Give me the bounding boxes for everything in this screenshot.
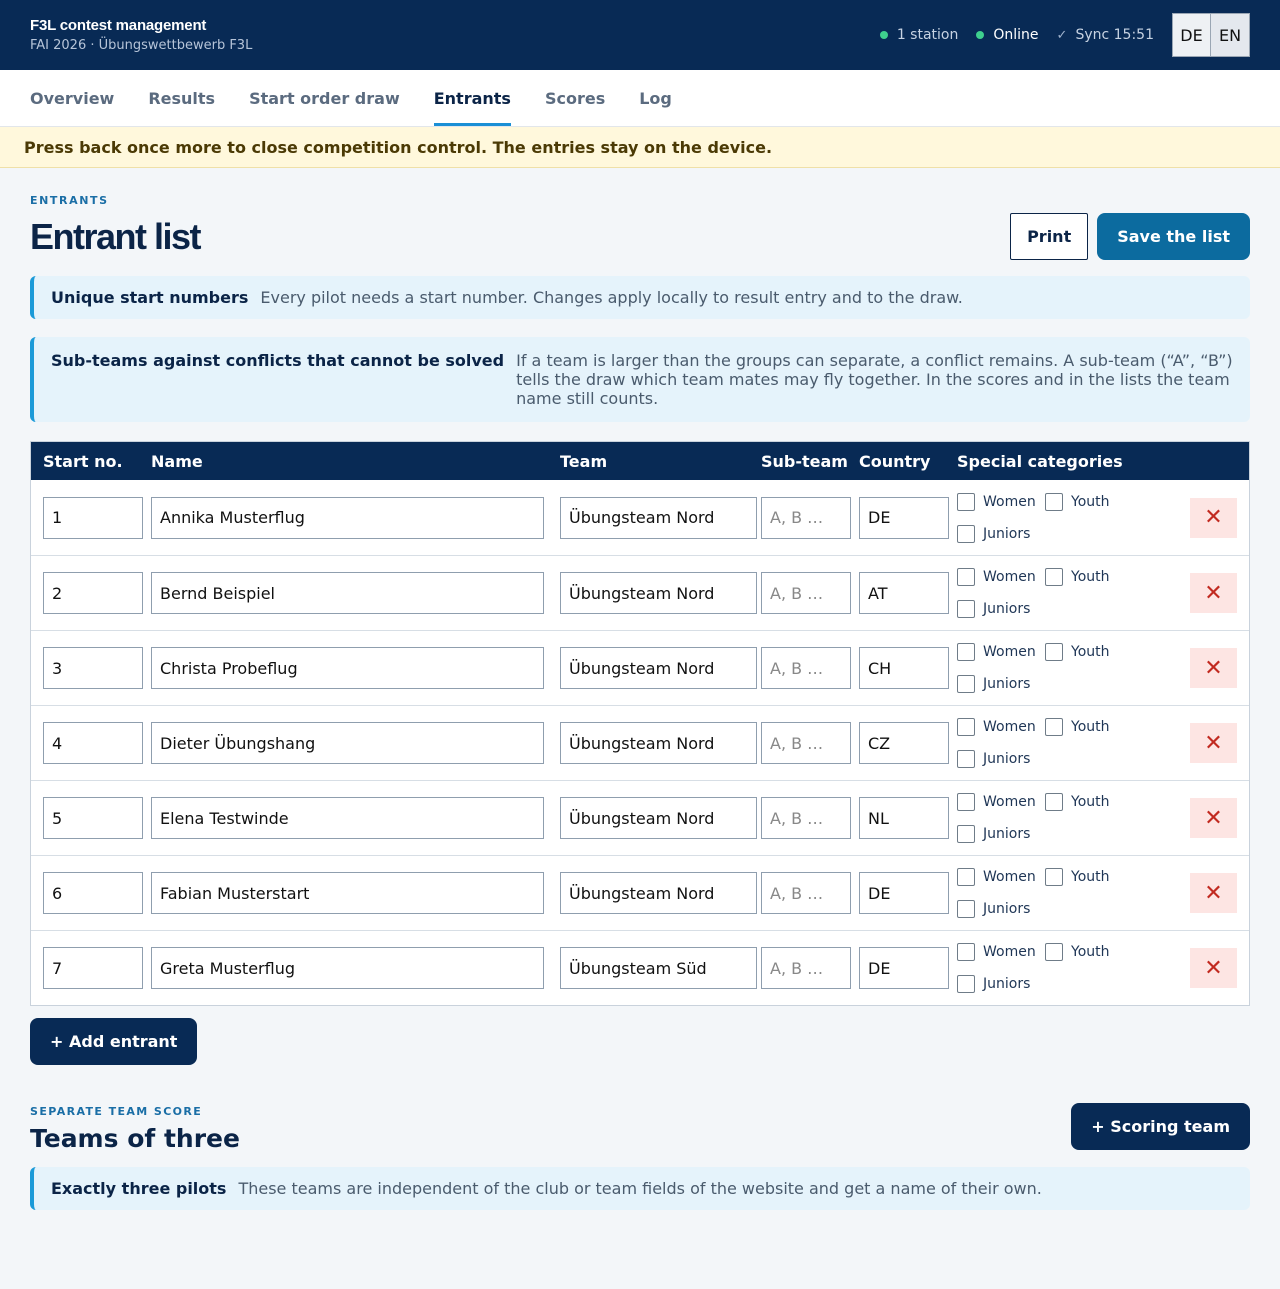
info-start-numbers (30, 276, 1250, 319)
start-number-input[interactable]: 1 (43, 497, 143, 539)
info-teams-of-three (30, 1167, 1250, 1210)
table-row (31, 480, 1249, 555)
women-label: Women (983, 794, 1036, 810)
checkbox-box[interactable] (1045, 568, 1063, 586)
team-input[interactable]: Übungsteam Nord (560, 722, 757, 764)
competition-subtitle: FAI 2026 · Übungswettbewerb F3L (30, 38, 253, 53)
info-text: If a team is larger than the groups can separate, a conflict remains. A sub-team (“A”, “B”) tells the draw which team mates may fly together. In the scores and in the lists the team name still counts. (516, 351, 1233, 408)
table-row (31, 855, 1249, 930)
team-input[interactable]: Übungsteam Nord (560, 872, 757, 914)
sub-team-cell (753, 797, 851, 839)
country-input[interactable]: DE (859, 872, 949, 914)
table-row (31, 630, 1249, 705)
table-header (31, 442, 1249, 480)
info-text: These teams are independent of the club or team fields of the website and get a name of their own. (238, 1179, 1042, 1198)
juniors-label: Juniors (983, 826, 1031, 842)
sub-team-cell (753, 947, 851, 989)
start-cell (31, 947, 139, 989)
online-label: Online (993, 27, 1039, 43)
close-icon: ✕ (1204, 805, 1223, 831)
app-title: F3L contest management (30, 17, 207, 34)
youth-label: Youth (1071, 493, 1110, 510)
brand (30, 17, 252, 53)
start-number-input[interactable]: 2 (43, 572, 143, 614)
sub-team-input[interactable]: A, B … (761, 647, 851, 689)
teams-title: Teams of three (30, 1124, 240, 1153)
team-cell (548, 947, 753, 989)
start-cell (31, 872, 139, 914)
station-status (880, 27, 959, 43)
juniors-checkbox[interactable] (957, 675, 1045, 693)
delete-entrant-button[interactable] (1190, 798, 1237, 838)
col-special-categories: Special categories (957, 451, 1123, 471)
delete-cell (1179, 873, 1249, 913)
youth-label: Youth (1071, 794, 1110, 810)
add-entrant-button[interactable]: + Add entrant (30, 1018, 197, 1065)
youth-checkbox[interactable] (1045, 793, 1145, 811)
special-categories-cell (949, 943, 1179, 993)
table-row (31, 930, 1249, 1005)
delete-entrant-button[interactable] (1190, 573, 1237, 613)
country-cell (851, 797, 949, 839)
col-name: Name (151, 451, 203, 471)
save-list-button[interactable]: Save the list (1097, 213, 1250, 260)
add-scoring-team-button[interactable]: + Scoring team (1071, 1103, 1250, 1150)
station-count: 1 station (896, 27, 959, 43)
sub-team-cell (753, 572, 851, 614)
entrant-table (30, 441, 1250, 1006)
special-categories (957, 943, 1179, 993)
tab-scores[interactable]: Scores (544, 88, 606, 108)
checkbox-box[interactable] (957, 900, 975, 918)
tab-overview[interactable]: Overview (30, 88, 115, 108)
tab-entrants[interactable]: Entrants (434, 70, 511, 126)
start-cell (31, 722, 139, 764)
country-cell (851, 647, 949, 689)
name-input[interactable]: Christa Probeflug (151, 647, 544, 689)
delete-cell (1179, 498, 1249, 538)
sub-team-input[interactable]: A, B … (761, 572, 851, 614)
checkbox-box[interactable] (1045, 718, 1063, 736)
start-number-input[interactable]: 7 (43, 947, 143, 989)
youth-checkbox[interactable] (1045, 868, 1145, 886)
start-number-input[interactable]: 4 (43, 722, 143, 764)
page-title: Entrant list (30, 215, 201, 257)
team-cell (548, 572, 753, 614)
table-row (31, 705, 1249, 780)
name-cell (139, 722, 548, 764)
special-categories (957, 568, 1179, 618)
sub-team-cell (753, 872, 851, 914)
youth-checkbox[interactable] (1045, 943, 1145, 961)
special-categories (957, 493, 1179, 543)
sub-team-input[interactable]: A, B … (761, 947, 851, 989)
info-title: Unique start numbers (51, 288, 249, 307)
name-cell (139, 947, 548, 989)
teams-eyebrow: SEPARATE TEAM SCORE (30, 1105, 203, 1118)
checkbox-box[interactable] (957, 868, 975, 886)
juniors-checkbox[interactable] (957, 525, 1045, 543)
table-row (31, 780, 1249, 855)
name-cell (139, 497, 548, 539)
print-button[interactable]: Print (1010, 213, 1088, 260)
checkbox-box[interactable] (1045, 493, 1063, 511)
back-notice: Press back once more to close competition control. The entries stay on the device. (0, 127, 1280, 168)
country-input[interactable]: DE (859, 947, 949, 989)
table-row (31, 555, 1249, 630)
country-input[interactable]: CH (859, 647, 949, 689)
special-categories (957, 868, 1179, 918)
youth-checkbox[interactable] (1045, 493, 1145, 511)
name-input[interactable]: Greta Musterflug (151, 947, 544, 989)
country-input[interactable]: NL (859, 797, 949, 839)
sub-team-cell (753, 722, 851, 764)
team-input[interactable]: Übungsteam Nord (560, 497, 757, 539)
col-sub-team: Sub-team (761, 451, 848, 471)
team-cell (548, 647, 753, 689)
sub-team-cell (753, 497, 851, 539)
close-icon: ✕ (1204, 880, 1223, 906)
close-icon: ✕ (1204, 730, 1223, 756)
sub-team-cell (753, 647, 851, 689)
sub-team-input[interactable]: A, B … (761, 872, 851, 914)
main-content (0, 194, 1280, 1210)
tab-start-order-draw[interactable]: Start order draw (249, 88, 400, 108)
team-cell (548, 797, 753, 839)
country-cell (851, 572, 949, 614)
delete-entrant-button[interactable] (1190, 498, 1237, 538)
checkbox-box[interactable] (957, 975, 975, 993)
delete-cell (1179, 573, 1249, 613)
language-switcher (1172, 13, 1250, 57)
youth-label: Youth (1071, 644, 1110, 660)
youth-checkbox[interactable] (1045, 718, 1145, 736)
delete-cell (1179, 648, 1249, 688)
checkbox-box[interactable] (1045, 643, 1063, 661)
info-sub-teams (30, 337, 1250, 422)
checkbox-box[interactable] (1045, 868, 1063, 886)
sync-label: Sync 15:51 (1075, 27, 1154, 43)
delete-cell (1179, 723, 1249, 763)
team-input[interactable]: Übungsteam Nord (560, 647, 757, 689)
main-tabs (0, 70, 1280, 127)
country-cell (851, 872, 949, 914)
country-input[interactable]: CZ (859, 722, 949, 764)
juniors-label: Juniors (983, 976, 1031, 992)
special-categories-cell (949, 643, 1179, 693)
title-row (30, 213, 1250, 260)
start-cell (31, 572, 139, 614)
team-cell (548, 497, 753, 539)
name-cell (139, 572, 548, 614)
women-checkbox[interactable] (957, 868, 1045, 886)
page-eyebrow: ENTRANTS (30, 194, 109, 207)
women-checkbox[interactable] (957, 493, 1045, 511)
lang-de-button[interactable]: DE (1172, 13, 1211, 57)
checkbox-box[interactable] (957, 643, 975, 661)
status-bar (880, 13, 1250, 57)
delete-entrant-button[interactable] (1190, 948, 1237, 988)
special-categories-cell (949, 568, 1179, 618)
name-cell (139, 797, 548, 839)
team-cell (548, 872, 753, 914)
name-input[interactable]: Fabian Musterstart (151, 872, 544, 914)
sub-team-input[interactable]: A, B … (761, 497, 851, 539)
sub-team-input[interactable]: A, B … (761, 797, 851, 839)
start-number-input[interactable]: 5 (43, 797, 143, 839)
juniors-checkbox[interactable] (957, 750, 1045, 768)
teams-heading (30, 1105, 240, 1153)
check-icon: ✓ (1056, 27, 1068, 43)
delete-cell (1179, 798, 1249, 838)
delete-cell (1179, 948, 1249, 988)
checkbox-box[interactable] (1045, 793, 1063, 811)
checkbox-box[interactable] (957, 568, 975, 586)
info-title: Exactly three pilots (51, 1179, 227, 1198)
juniors-label: Juniors (983, 525, 1031, 542)
start-number-input[interactable]: 3 (43, 647, 143, 689)
youth-label: Youth (1071, 944, 1110, 960)
start-cell (31, 647, 139, 689)
youth-checkbox[interactable] (1045, 568, 1145, 586)
women-label: Women (983, 869, 1036, 885)
women-checkbox[interactable] (957, 943, 1045, 961)
close-icon: ✕ (1204, 655, 1223, 681)
close-icon: ✕ (1204, 955, 1223, 981)
team-cell (548, 722, 753, 764)
close-icon: ✕ (1204, 580, 1223, 606)
app-header (0, 0, 1280, 70)
checkbox-box[interactable] (957, 750, 975, 768)
start-cell (31, 497, 139, 539)
country-cell (851, 722, 949, 764)
juniors-checkbox[interactable] (957, 900, 1045, 918)
special-categories-cell (949, 793, 1179, 843)
juniors-label: Juniors (983, 751, 1031, 767)
name-cell (139, 647, 548, 689)
youth-checkbox[interactable] (1045, 643, 1145, 661)
juniors-checkbox[interactable] (957, 975, 1045, 993)
name-input[interactable]: Bernd Beispiel (151, 572, 544, 614)
women-checkbox[interactable] (957, 718, 1045, 736)
team-input[interactable]: Übungsteam Nord (560, 572, 757, 614)
info-title: Sub-teams against conflicts that cannot be solved (51, 351, 505, 370)
country-cell (851, 947, 949, 989)
sub-team-input[interactable]: A, B … (761, 722, 851, 764)
lang-en-button[interactable]: EN (1211, 13, 1250, 57)
special-categories-cell (949, 868, 1179, 918)
checkbox-box[interactable] (957, 718, 975, 736)
checkbox-box[interactable] (957, 600, 975, 618)
women-checkbox[interactable] (957, 793, 1045, 811)
status-dot-icon (880, 31, 888, 39)
women-label: Women (983, 569, 1036, 585)
youth-label: Youth (1071, 719, 1110, 735)
country-input[interactable]: AT (859, 572, 949, 614)
women-label: Women (983, 719, 1036, 735)
checkbox-box[interactable] (957, 943, 975, 961)
start-cell (31, 797, 139, 839)
name-input[interactable]: Annika Musterflug (151, 497, 544, 539)
col-country: Country (859, 451, 931, 471)
close-icon: ✕ (1204, 505, 1223, 530)
delete-entrant-button[interactable] (1190, 648, 1237, 688)
special-categories (957, 718, 1179, 768)
name-input[interactable]: Elena Testwinde (151, 797, 544, 839)
women-label: Women (983, 944, 1036, 960)
start-number-input[interactable]: 6 (43, 872, 143, 914)
sync-status (1057, 27, 1154, 43)
country-input[interactable]: DE (859, 497, 949, 539)
name-input[interactable]: Dieter Übungshang (151, 722, 544, 764)
women-label: Women (983, 644, 1036, 660)
women-checkbox[interactable] (957, 568, 1045, 586)
checkbox-box[interactable] (957, 525, 975, 543)
special-categories-cell (949, 493, 1179, 543)
checkbox-box[interactable] (957, 493, 975, 511)
special-categories (957, 793, 1179, 843)
youth-label: Youth (1071, 569, 1110, 585)
online-status (976, 27, 1038, 43)
teams-section-header (30, 1103, 1250, 1153)
youth-label: Youth (1071, 869, 1110, 885)
juniors-label: Juniors (983, 901, 1031, 917)
checkbox-box[interactable] (1045, 943, 1063, 961)
name-cell (139, 872, 548, 914)
tab-log[interactable]: Log (639, 88, 672, 108)
checkbox-box[interactable] (957, 675, 975, 693)
team-input[interactable]: Übungsteam Nord (560, 797, 757, 839)
juniors-checkbox[interactable] (957, 825, 1045, 843)
info-text: Every pilot needs a start number. Changes apply locally to result entry and to the draw. (260, 288, 963, 307)
special-categories (957, 643, 1179, 693)
juniors-label: Juniors (983, 601, 1031, 617)
women-checkbox[interactable] (957, 643, 1045, 661)
team-input[interactable]: Übungsteam Süd (560, 947, 757, 989)
col-team: Team (560, 451, 608, 471)
checkbox-box[interactable] (957, 793, 975, 811)
juniors-label: Juniors (983, 676, 1031, 692)
delete-entrant-button[interactable] (1190, 723, 1237, 763)
special-categories-cell (949, 718, 1179, 768)
country-cell (851, 497, 949, 539)
page-actions (1010, 213, 1250, 260)
status-dot-icon (976, 31, 984, 39)
checkbox-box[interactable] (957, 825, 975, 843)
tab-results[interactable]: Results (148, 88, 216, 108)
women-label: Women (983, 493, 1036, 510)
juniors-checkbox[interactable] (957, 600, 1045, 618)
col-start-no: Start no. (43, 451, 123, 471)
table-body (31, 480, 1249, 1005)
delete-entrant-button[interactable] (1190, 873, 1237, 913)
